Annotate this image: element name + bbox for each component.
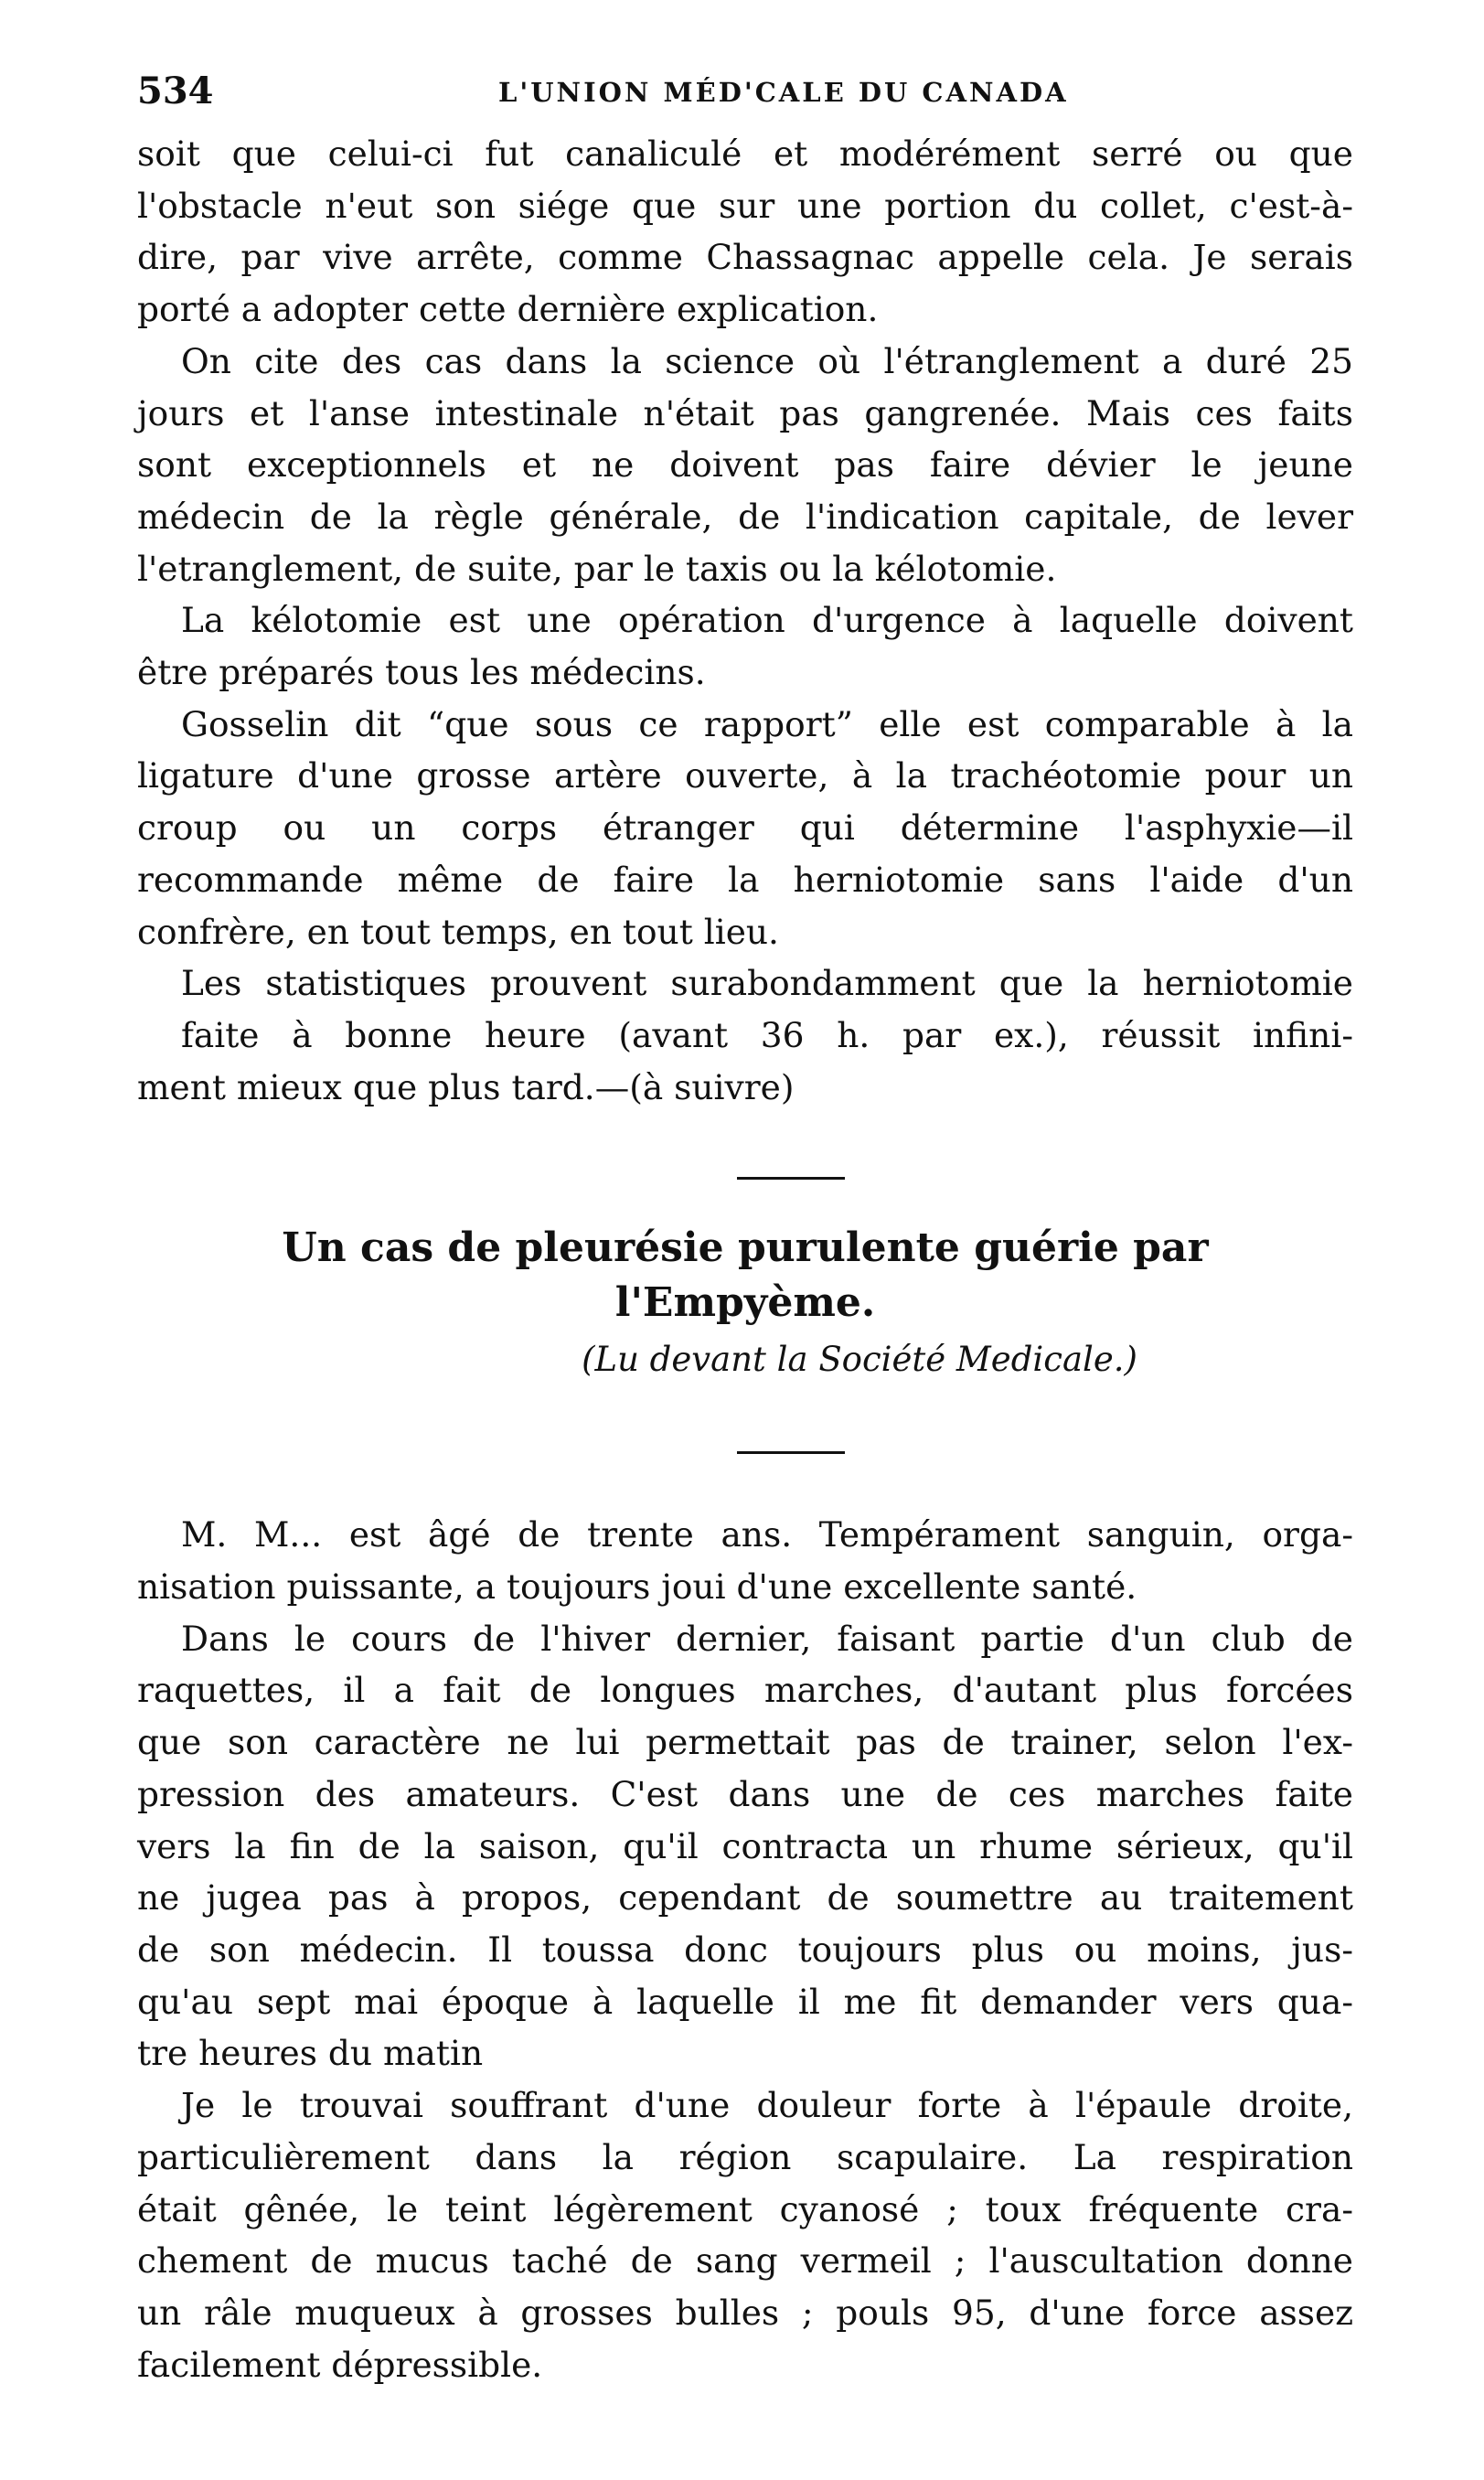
article-title-line-1: Un cas de pleurésie purulente guérie par bbox=[282, 1224, 1209, 1272]
title-divider bbox=[737, 1451, 845, 1454]
text-line: l'etranglement, de suite, par le taxis ou la kélotomie. bbox=[137, 548, 1057, 589]
article-title-line-2: l'Empyème. bbox=[614, 1279, 876, 1327]
text-line: pression des amateurs. C'est dans une de ces marches faite bbox=[137, 1773, 1353, 1814]
text-line: être préparés tous les médecins. bbox=[137, 652, 706, 693]
text-line: Gosselin dit “que sous ce rapport” elle est comparable à la bbox=[181, 703, 1353, 744]
text-line: tre heures du matin bbox=[137, 2033, 484, 2074]
text-line: médecin de la règle générale, de l'indication capitale, de lever bbox=[137, 496, 1353, 537]
text-line: On cite des cas dans la science où l'étranglement a duré 25 bbox=[181, 340, 1353, 381]
text-line: vers la fin de la saison, qu'il contracta un rhume sérieux, qu'il bbox=[137, 1825, 1353, 1866]
article-body bbox=[137, 1509, 1353, 2390]
text-line: qu'au sept mai époque à laquelle il me fit demander vers qua- bbox=[137, 1981, 1353, 2022]
page-header bbox=[137, 64, 1353, 128]
section-divider bbox=[737, 1177, 845, 1180]
text-line: ligature d'une grosse artère ouverte, à la trachéotomie pour un bbox=[137, 755, 1353, 796]
text-line: Je le trouvai souffrant d'une douleur forte à l'épaule droite, bbox=[181, 2085, 1353, 2126]
text-line: sont exceptionnels et ne doivent pas faire dévier le jeune bbox=[137, 444, 1353, 486]
text-line: de son médecin. Il toussa donc toujours plus ou moins, jus- bbox=[137, 1929, 1353, 1970]
text-line: jours et l'anse intestinale n'était pas gangrenée. Mais ces faits bbox=[137, 392, 1353, 433]
text-line: raquettes, il a fait de longues marches, d'autant plus forcées bbox=[137, 1670, 1353, 1711]
text-line: La kélotomie est une opération d'urgence à laquelle doivent bbox=[181, 600, 1353, 641]
text-line: ment mieux que plus tard.—(à suivre) bbox=[137, 1066, 795, 1107]
text-line: était gênée, le teint légèrement cyanosé ; toux fréquente cra- bbox=[137, 2188, 1353, 2229]
text-line: soit que celui-ci fut canaliculé et modérément serré ou que bbox=[137, 134, 1353, 174]
text-line: que son caractère ne lui permettait pas de trainer, selon l'ex- bbox=[137, 1722, 1353, 1763]
article-title bbox=[137, 1221, 1353, 1331]
text-line: particulièrement dans la région scapulaire. La respiration bbox=[137, 2136, 1353, 2177]
text-line: Les statistiques prouvent surabondamment que la herniotomie faite à bonne heure (avant 36 h. par ex.), réussit infini- bbox=[181, 963, 1353, 1055]
text-line: porté a adopter cette dernière explication. bbox=[137, 289, 879, 330]
text-line: un râle muqueux à grosses bulles ; pouls 95, d'une force assez bbox=[137, 2292, 1353, 2333]
text-line: recommande même de faire la herniotomie sans l'aide d'un bbox=[137, 859, 1353, 900]
page bbox=[137, 64, 1353, 2390]
text-line: l'obstacle n'eut son siége que sur une portion du collet, c'est-à- bbox=[137, 185, 1353, 226]
text-line: M. M... est âgé de trente ans. Tempérament sanguin, orga- bbox=[181, 1514, 1353, 1555]
text-line: confrère, en tout temps, en tout lieu. bbox=[137, 911, 779, 952]
article-subtitle: (Lu devant la Société Medicale.) bbox=[582, 1340, 1137, 1380]
text-line: facilement dépressible. bbox=[137, 2344, 543, 2385]
text-line: croup ou un corps étranger qui détermine l'asphyxie—il bbox=[137, 807, 1353, 849]
page-number: 534 bbox=[137, 69, 214, 112]
text-line: nisation puissante, a toujours joui d'une excellente santé. bbox=[137, 1566, 1137, 1608]
text-line: Dans le cours de l'hiver dernier, faisant partie d'un club de bbox=[181, 1618, 1353, 1659]
text-line: dire, par vive arrête, comme Chassagnac appelle cela. Je serais bbox=[137, 237, 1353, 278]
running-title: L'UNION MÉD'CALE DU CANADA bbox=[498, 77, 1069, 108]
text-line: ne jugea pas à propos, cependant de soumettre au traitement bbox=[137, 1877, 1353, 1919]
continued-text bbox=[137, 128, 1353, 1113]
text-line: chement de mucus taché de sang vermeil ; l'auscultation donne bbox=[137, 2240, 1353, 2282]
